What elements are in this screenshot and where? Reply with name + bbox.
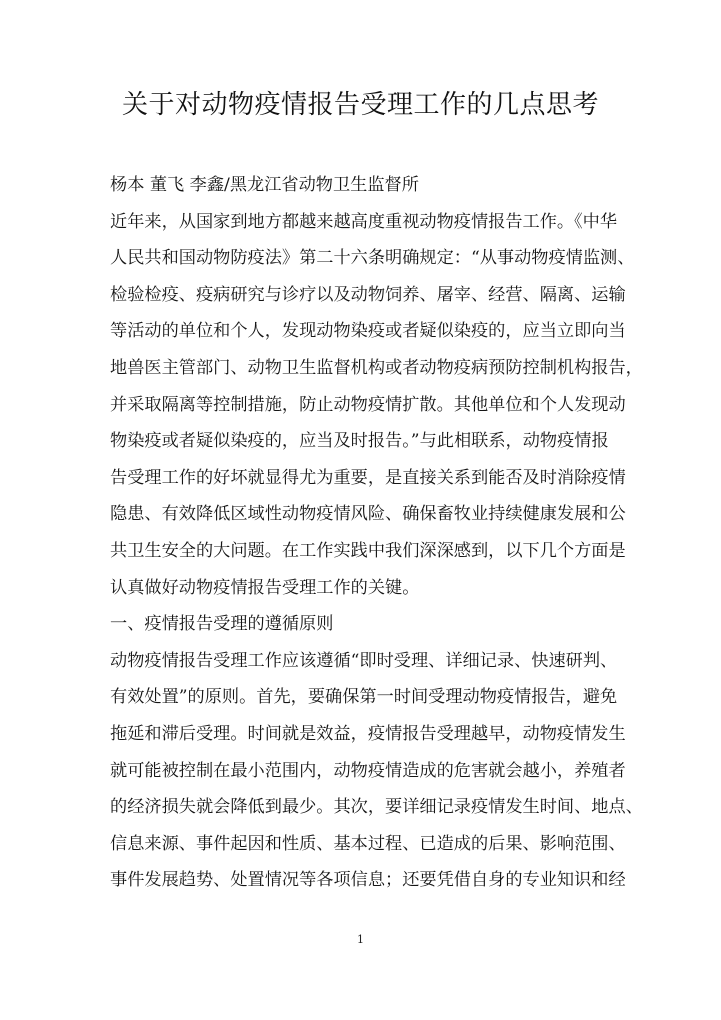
paragraph-line: 隐患、有效降低区域性动物疫情风险、确保畜牧业持续健康发展和公 [110, 504, 626, 525]
author-byline: 杨本 董飞 李鑫/黑龙江省动物卫生监督所 [110, 175, 419, 195]
document-body [110, 167, 643, 899]
page-number: 1 [357, 933, 364, 946]
section-paragraph-line: 的经济损失就会降低到最少。其次，要详细记录疫情发生时间、地点、 [110, 797, 643, 818]
section-paragraph-line: 事件发展趋势、处置情况等各项信息；还要凭借自身的专业知识和经 [110, 870, 626, 891]
section-paragraph-line: 信息来源、事件起因和性质、基本过程、已造成的后果、影响范围、 [110, 833, 626, 854]
section-paragraph-line: 有效处置”的原则。首先，要确保第一时间受理动物疫情报告，避免 [110, 687, 618, 708]
paragraph-line: 地兽医主管部门、动物卫生监督机构或者动物疫病预防控制机构报告， [110, 357, 643, 378]
section-paragraph-line: 拖延和滞后受理。时间就是效益，疫情报告受理越早，动物疫情发生 [110, 723, 626, 744]
paragraph-line: 人民共和国动物防疫法》第二十六条明确规定：“从事动物疫情监测、 [110, 248, 635, 269]
paragraph-line: 告受理工作的好坏就显得尤为重要，是直接关系到能否及时消除疫情 [110, 467, 626, 488]
paragraph-line: 近年来，从国家到地方都越来越高度重视动物疫情报告工作。《中华 [110, 211, 618, 232]
paragraph-line: 物染疫或者疑似染疫的，应当及时报告。”与此相联系，动物疫情报 [110, 431, 609, 452]
paragraph-line: 共卫生安全的大问题。在工作实践中我们深深感到，以下几个方面是 [110, 540, 626, 561]
paragraph-line: 并采取隔离等控制措施，防止动物疫情扩散。其他单位和个人发现动 [110, 394, 626, 415]
section-paragraph-line: 动物疫情报告受理工作应该遵循“即时受理、详细记录、快速研判、 [110, 650, 618, 671]
paragraph-line: 认真做好动物疫情报告受理工作的关键。 [110, 577, 420, 598]
document-title: 关于对动物疫情报告受理工作的几点思考 [121, 90, 599, 120]
paragraph-line: 等活动的单位和个人，发现动物染疫或者疑似染疫的，应当立即向当 [110, 321, 626, 342]
section-heading: 一、疫情报告受理的遵循原则 [110, 614, 334, 635]
paragraph-line: 检验检疫、疫病研究与诊疗以及动物饲养、屠宰、经营、隔离、运输 [110, 284, 626, 305]
section-paragraph-line: 就可能被控制在最小范围内，动物疫情造成的危害就会越小，养殖者 [110, 760, 626, 781]
